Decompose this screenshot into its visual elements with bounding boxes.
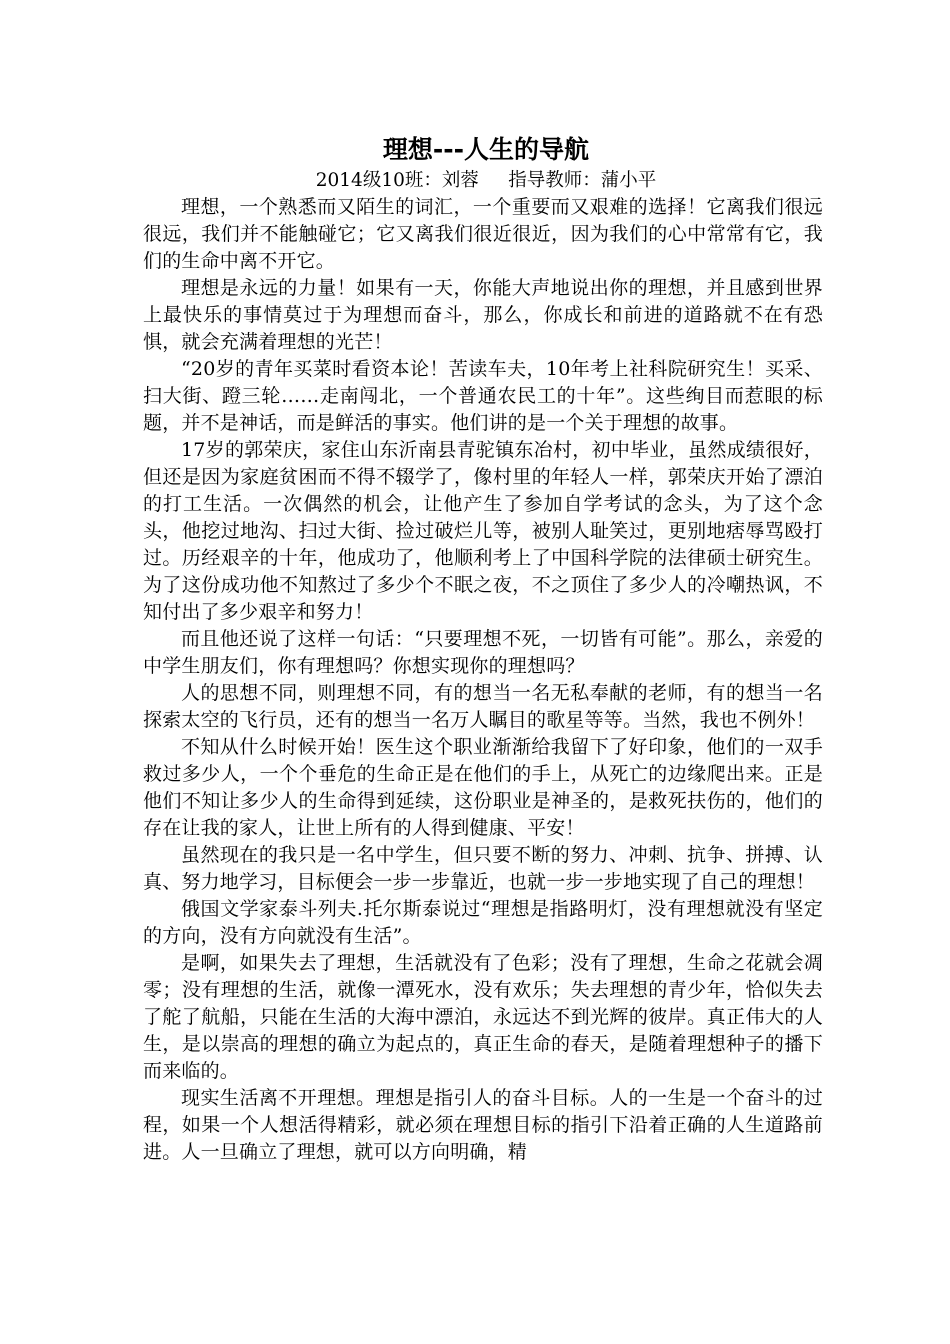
paragraph-5: 而且他还说了这样一句话：“只要理想不死，一切皆有可能”。那么，亲爱的中学生朋友们，你有理想吗？你想实现你的理想吗？ (143, 628, 823, 677)
paragraph-3: “20岁的青年买菜时看资本论！苦读车夫，10年考上社科院研究生！买采、扫大街、蹬三轮……走南闯北，一个普通农民工的十年”。这些绚目而惹眼的标题，并不是神话，而是鲜活的事实。他们讲的是一个关于理想的故事。 (143, 358, 823, 434)
paragraph-1: 理想，一个熟悉而又陌生的词汇，一个重要而又艰难的选择！它离我们很远很远，我们并不能触碰它；它又离我们很近很近，因为我们的心中常常有它，我们的生命中离不开它。 (143, 196, 823, 272)
document-page (143, 133, 823, 1166)
author-byline: 2014级10班：刘蓉 指导教师：蒲小平 (315, 170, 657, 191)
paragraph-9: 俄国文学家泰斗列夫.托尔斯泰说过“理想是指路明灯，没有理想就没有坚定的方向，没有方向就没有生活”。 (143, 898, 823, 947)
document-title: 理想---人生的导航 (382, 135, 590, 164)
paragraph-8: 虽然现在的我只是一名中学生，但只要不断的努力、冲刺、抗争、拼搏、认真、努力地学习，目标便会一步一步靠近，也就一步一步地实现了自己的理想！ (143, 844, 823, 893)
paragraph-4: 17岁的郭荣庆，家住山东沂南县青驼镇东冶村，初中毕业，虽然成绩很好，但还是因为家庭贫困而不得不辍学了，像村里的年轻人一样，郭荣庆开始了漂泊的打工生活。一次偶然的机会，让他产生了参加自学考试的念头，为了这个念头，他挖过地沟、扫过大街、捡过破烂儿等，被别人耻笑过，更别地痞辱骂殴打过。历经艰辛的十年，他成功了，他顺利考上了中国科学院的法律硕士研究生。为了这份成功他不知熬过了多少个不眠之夜，不之顶住了多少人的冷嘲热讽，不知付出了多少艰辛和努力！ (143, 439, 823, 623)
paragraph-7: 不知从什么时候开始！医生这个职业渐渐给我留下了好印象，他们的一双手救过多少人，一个个垂危的生命正是在他们的手上，从死亡的边缘爬出来。正是他们不知让多少人的生命得到延续，这份职业是神圣的，是救死扶伤的，他们的存在让我的家人，让世上所有的人得到健康、平安！ (143, 736, 823, 839)
paragraph-6: 人的思想不同，则理想不同，有的想当一名无私奉献的老师，有的想当一名探索太空的飞行员，还有的想当一名万人瞩目的歌星等等。当然，我也不例外！ (143, 682, 823, 731)
paragraph-10: 是啊，如果失去了理想，生活就没有了色彩；没有了理想，生命之花就会凋零；没有理想的生活，就像一潭死水，没有欢乐；失去理想的青少年，恰似失去了舵了航船，只能在生活的大海中漂泊，永远达不到光辉的彼岸。真正伟大的人生，是以崇高的理想的确立为起点的，真正生命的春天，是随着理想种子的播下而来临的。 (143, 952, 823, 1082)
paragraph-2: 理想是永远的力量！如果有一天，你能大声地说出你的理想，并且感到世界上最快乐的事情莫过于为理想而奋斗，那么，你成长和前进的道路就不在有恐惧，就会充满着理想的光芒！ (143, 277, 823, 353)
paragraph-11: 现实生活离不开理想。理想是指引人的奋斗目标。人的一生是一个奋斗的过程，如果一个人想活得精彩，就必须在理想目标的指引下沿着正确的人生道路前进。人一旦确立了理想，就可以方向明确，精 (143, 1087, 823, 1163)
